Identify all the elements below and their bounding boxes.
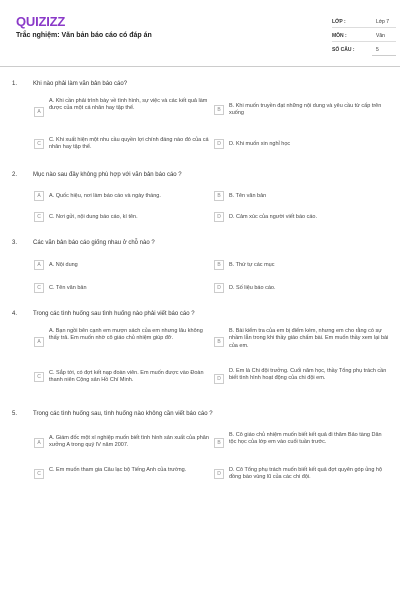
option-letter-box: C	[34, 139, 44, 149]
option-letter-box: A	[34, 260, 44, 270]
option-letter-box: A	[34, 191, 44, 201]
option-text: B. Thứ tự các mục	[229, 262, 275, 268]
option-text: C. Tên văn bản	[49, 285, 87, 291]
meta-count-underline	[372, 55, 396, 56]
option-letter-box: D	[214, 283, 224, 293]
option-text: B. Khi muốn truyền đạt những nội dung và yêu cầu từ cấp trên xuống	[229, 103, 382, 117]
option-letter-box: C	[34, 469, 44, 479]
option-letter-box: D	[214, 374, 224, 384]
option-text: D. Cảm xúc của người viết báo cáo.	[229, 214, 317, 220]
question-number: 1.	[12, 81, 18, 87]
option-text: C. Khi xuất hiện một nhu cầu quyền lợi chính đáng nào đó của cá nhân hay tập thể.	[49, 137, 209, 151]
option-text: A. Giám đốc một xí nghiệp muốn biết tình hình sản xuất của phân xưởng A trong quý IV năm 2007.	[49, 435, 209, 449]
question-number: 5.	[12, 411, 18, 417]
option-text: A. Khi cần phải trình bày về tình hình, sự việc và các kết quả làm được của một cá nhân hay tập thể.	[49, 98, 208, 112]
meta-subject-label: MÔN :	[332, 33, 347, 39]
option-letter-box: B	[214, 105, 224, 115]
meta-count-value: 5	[376, 47, 379, 53]
question-number: 2.	[12, 172, 18, 178]
option-letter-box: B	[214, 337, 224, 347]
meta-grade-label: LỚP :	[332, 19, 346, 25]
meta-grade	[332, 16, 396, 28]
option-text: A. Quốc hiệu, nơi làm báo cáo và ngày tháng.	[49, 193, 161, 199]
meta-grade-value: Lớp 7	[376, 19, 390, 25]
option-text: B. Bài kiểm tra của em bị điểm kém, nhưng em cho rằng có sự nhầm lẫn trong khi thầy giáo chấm bài. Em muốn thầy xem lại bài của em.	[229, 328, 389, 349]
option-text: B. Cô giáo chủ nhiệm muốn biết kết quả đi thăm Bảo tàng Dân tộc học của lớp em vào cuối tuần trước.	[229, 432, 382, 446]
option-text: A. Bạn ngồi bên cạnh em mượn sách của em nhưng lâu không thấy trả. Em muốn nhờ cô giáo chủ nhiệm giúp đỡ.	[49, 328, 203, 342]
question-stem: Các văn bản báo cáo giống nhau ở chỗ nào ?	[33, 240, 155, 246]
option-letter-box: A	[34, 337, 44, 347]
option-text: C. Nơi gửi, nội dung báo cáo, kí tên.	[49, 214, 138, 220]
option-text: C. Sắp tới, có đợt kết nạp đoàn viên. Em muốn được vào Đoàn thanh niên Cộng sản Hồ Chí Minh.	[49, 370, 204, 384]
option-text: D. Khi muốn xin nghỉ học	[229, 141, 291, 147]
option-letter-box: B	[214, 191, 224, 201]
option-text: D. Cô Tổng phụ trách muốn biết kết quả đợt quyên góp ủng hộ đồng bào vùng lũ của các chi đội.	[229, 467, 383, 481]
option-letter-box: C	[34, 212, 44, 222]
option-letter-box: C	[34, 372, 44, 382]
option-text: D. Số liệu báo cáo.	[229, 285, 276, 291]
option-letter-box: A	[34, 438, 44, 448]
option-text: D. Em là Chi đội trưởng. Cuối năm học, thầy Tổng phụ trách cần biết tình hình hoạt động của chi đội em.	[229, 368, 387, 382]
meta-subject	[332, 30, 396, 42]
question-stem: Trong các tình huống sau tình huống nào phải viết báo cáo ?	[33, 311, 195, 317]
option-letter-box: D	[214, 469, 224, 479]
page-title: Trắc nghiệm: Văn bản báo cáo có đáp án	[16, 32, 152, 39]
option-text: A. Nội dung	[49, 262, 78, 268]
option-letter-box: D	[214, 212, 224, 222]
question-number: 4.	[12, 311, 18, 317]
option-letter-box: B	[214, 260, 224, 270]
option-text: B. Tên văn bản	[229, 193, 267, 199]
meta-subject-value: Văn	[376, 33, 385, 39]
option-letter-box: D	[214, 139, 224, 149]
meta-count	[332, 44, 396, 56]
question-stem: Khi nào phải làm văn bản báo cáo?	[33, 81, 128, 87]
header-divider	[0, 66, 400, 67]
worksheet-header	[10, 10, 390, 60]
meta-count-label: SỐ CÂU :	[332, 47, 355, 53]
option-letter-box: C	[34, 283, 44, 293]
option-text: C. Em muốn tham gia Câu lạc bộ Tiếng Anh của trường.	[49, 467, 187, 473]
quizizz-logo: QUIZIZZ	[16, 14, 66, 29]
question-stem: Mục nào sau đây không phù hợp với văn bản báo cáo ?	[33, 172, 182, 178]
option-letter-box: B	[214, 438, 224, 448]
question-stem: Trong các tình huống sau, tình huống nào không cần viết báo cáo ?	[33, 411, 213, 417]
option-letter-box: A	[34, 107, 44, 117]
question-number: 3.	[12, 240, 18, 246]
